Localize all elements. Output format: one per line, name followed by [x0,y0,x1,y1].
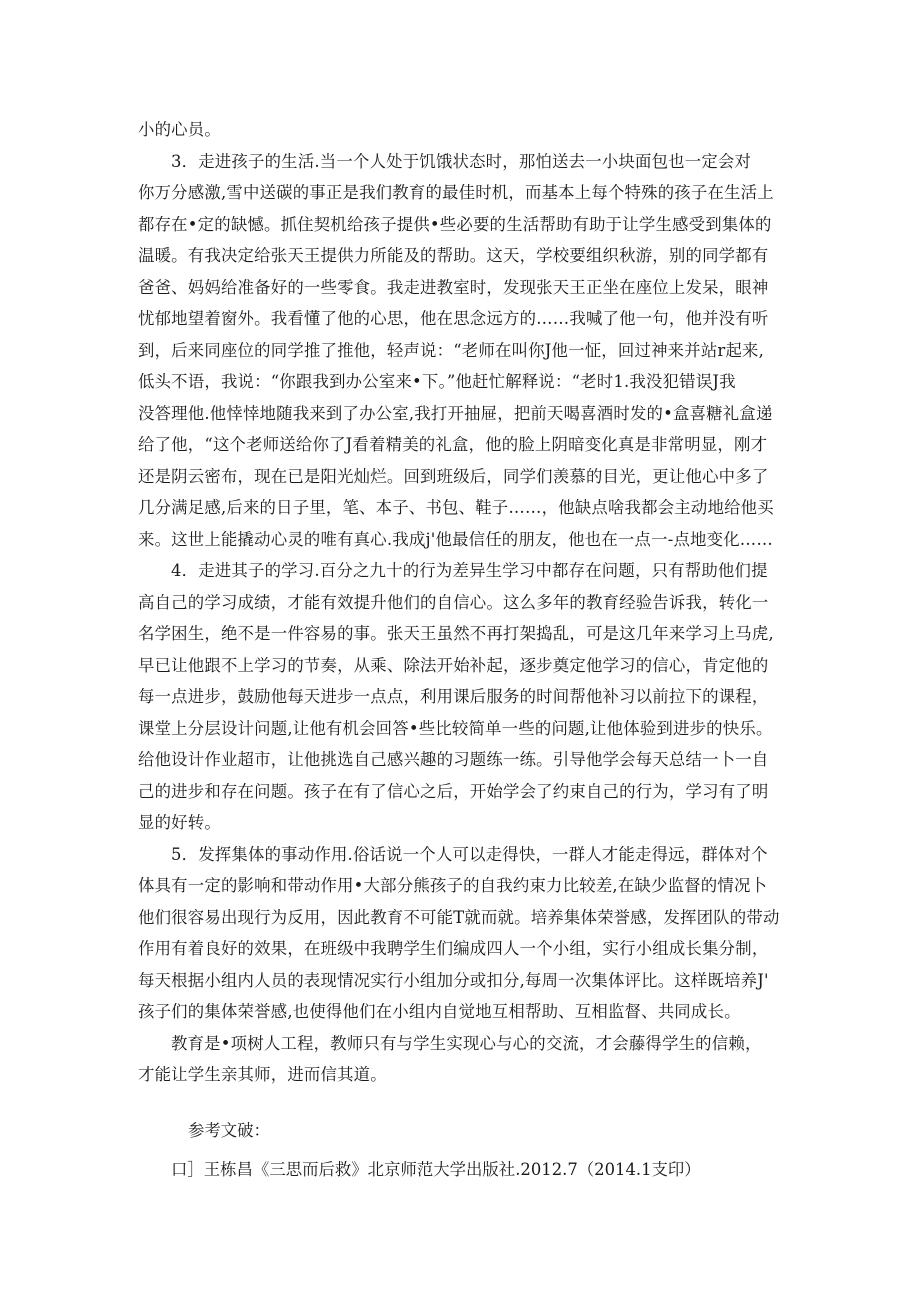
body-line: 孩子们的集体荣誉感,也使得他们在小组内自觉地互相帮助、互相监督、共同成长。 [138,1002,741,1021]
body-line: 己的进步和存在问题。孩子在有了信心之后，开始学会了约束自己的行为，学习有了明 [138,781,769,801]
body-line: 每一点进步，鼓励他每天进步一点点，利用课后服务的时间帮他补习以前拉下的课程， [138,687,769,706]
paragraph-4-start: 4．走进其子的学习.百分之九十的行为差异生学习中都存在问题，只有帮助他们提 [171,561,768,580]
body-text [138,114,790,1091]
references-section [171,1115,791,1185]
body-line: 显的好转。 [138,813,221,832]
body-line: 才能让学生亲其师，进而信其道。 [138,1065,387,1084]
body-line: 到，后来同座位的同学推了推他，轻声说：“老师在叫你J他一怔，回过神来并站r起来, [138,340,765,360]
body-line: 几分满足感,后来的日子里，笔、本子、书包、鞋子……，他缺点啥我都会主动地给他买 [138,498,774,517]
reference-entry: 口］王栋昌《三思而后救》北京师范大学出版社.2012.7（2014.1支印） [171,1160,701,1179]
body-line: 名学困生，绝不是一件容易的事。张天王虽然不再打架捣乱，可是这几年来学习上马虎, [138,624,774,643]
body-line: 体具有一定的影响和带动作用•大部分熊孩子的自我约束力比较差,在缺少监督的情况卜 [138,876,768,895]
body-line: 高自己的学习成绩，才能有效提升他们的自信心。这么多年的教育经验告诉我，转化一 [138,592,769,612]
body-line: 还是阴云密布，现在已是阳光灿烂。回到班级后，同学们羡慕的目光，更让他心中多了 [138,466,769,486]
body-line: 给他设计作业超市，让他挑选自己感兴趣的习题练一练。引导他学会每天总结一卜一自 [138,750,769,769]
body-line: 没答理他.他悻悻地随我来到了办公室,我打开抽屉，把前天喝喜酒时发的•盒喜糖礼盒递 [138,403,773,423]
body-line: 温暖。有我决定给张天王提供力所能及的帮助。这天，学校要组织秋游，别的同学都有 [138,246,769,265]
body-line: 他们很容易出现行为反用，因此教育不可能T就而就。培养集体荣誉感，发挥团队的带动 [138,907,780,927]
paragraph-3-start: 3．走进孩子的生活.当一个人处于饥饿状态时，那怕送去一小块面包也一定会对 [171,151,752,171]
body-line: 早已让他跟不上学习的节奏，从乘、除法开始补起，逐步奠定他学习的信心，肯定他的 [138,655,769,675]
body-line: 忧郁地望着窗外。我看懂了他的心思，他在思念远方的……我喊了他一句，他并没有听 [138,309,769,328]
body-line: 课堂上分层设计问题,让他有机会回答•些比较简单一些的问题,让他体验到进步的快乐。 [138,718,773,738]
body-line: 你万分感激,雪中送碳的事正是我们教育的最佳时机，而基本上每个特殊的孩子在生活上 [138,183,774,202]
conclusion-paragraph-start: 教育是•项树人工程，教师只有与学生实现心与心的交流，才会藤得学生的信赖， [171,1033,762,1053]
references-heading: 参考文破： [188,1121,270,1140]
paragraph-5-start: 5．发挥集体的事动作用.俗话说一个人可以走得快，一群人才能走得远，群体对个 [171,844,768,864]
body-line: 爸爸、妈妈给准备好的一些零食。我走进教室时，发现张天王正坐在座位上发呆，眼神 [138,277,769,297]
body-line: 低头不语，我说：“你跟我到办公室来•下。”他赶忙解释说：“老时1.我没犯错误J我 [138,372,736,391]
body-line: 来。这世上能撬动心灵的唯有真心.我成j'他最信任的朋友，他也在一点一-点地变化…… [138,529,773,549]
body-line: 每天根据小组内人员的表现情况实行小组加分或扣分,每周一次集体评比。这样既培养J' [138,970,769,990]
body-line: 都存在•定的缺憾。抓住契机给孩子提供•些必要的生活帮助有助于让学生感受到集体的 [138,214,772,234]
body-line: 作用有着良好的效果，在班级中我聘学生们编成四人一个小组，实行小组成长集分制， [138,939,769,958]
body-line: 小的心员。 [138,120,221,139]
body-line: 给了他，“这个老师送给你了J看着精美的礼盒，他的脸上阴暗变化真是非常明显，刚才 [138,435,768,454]
